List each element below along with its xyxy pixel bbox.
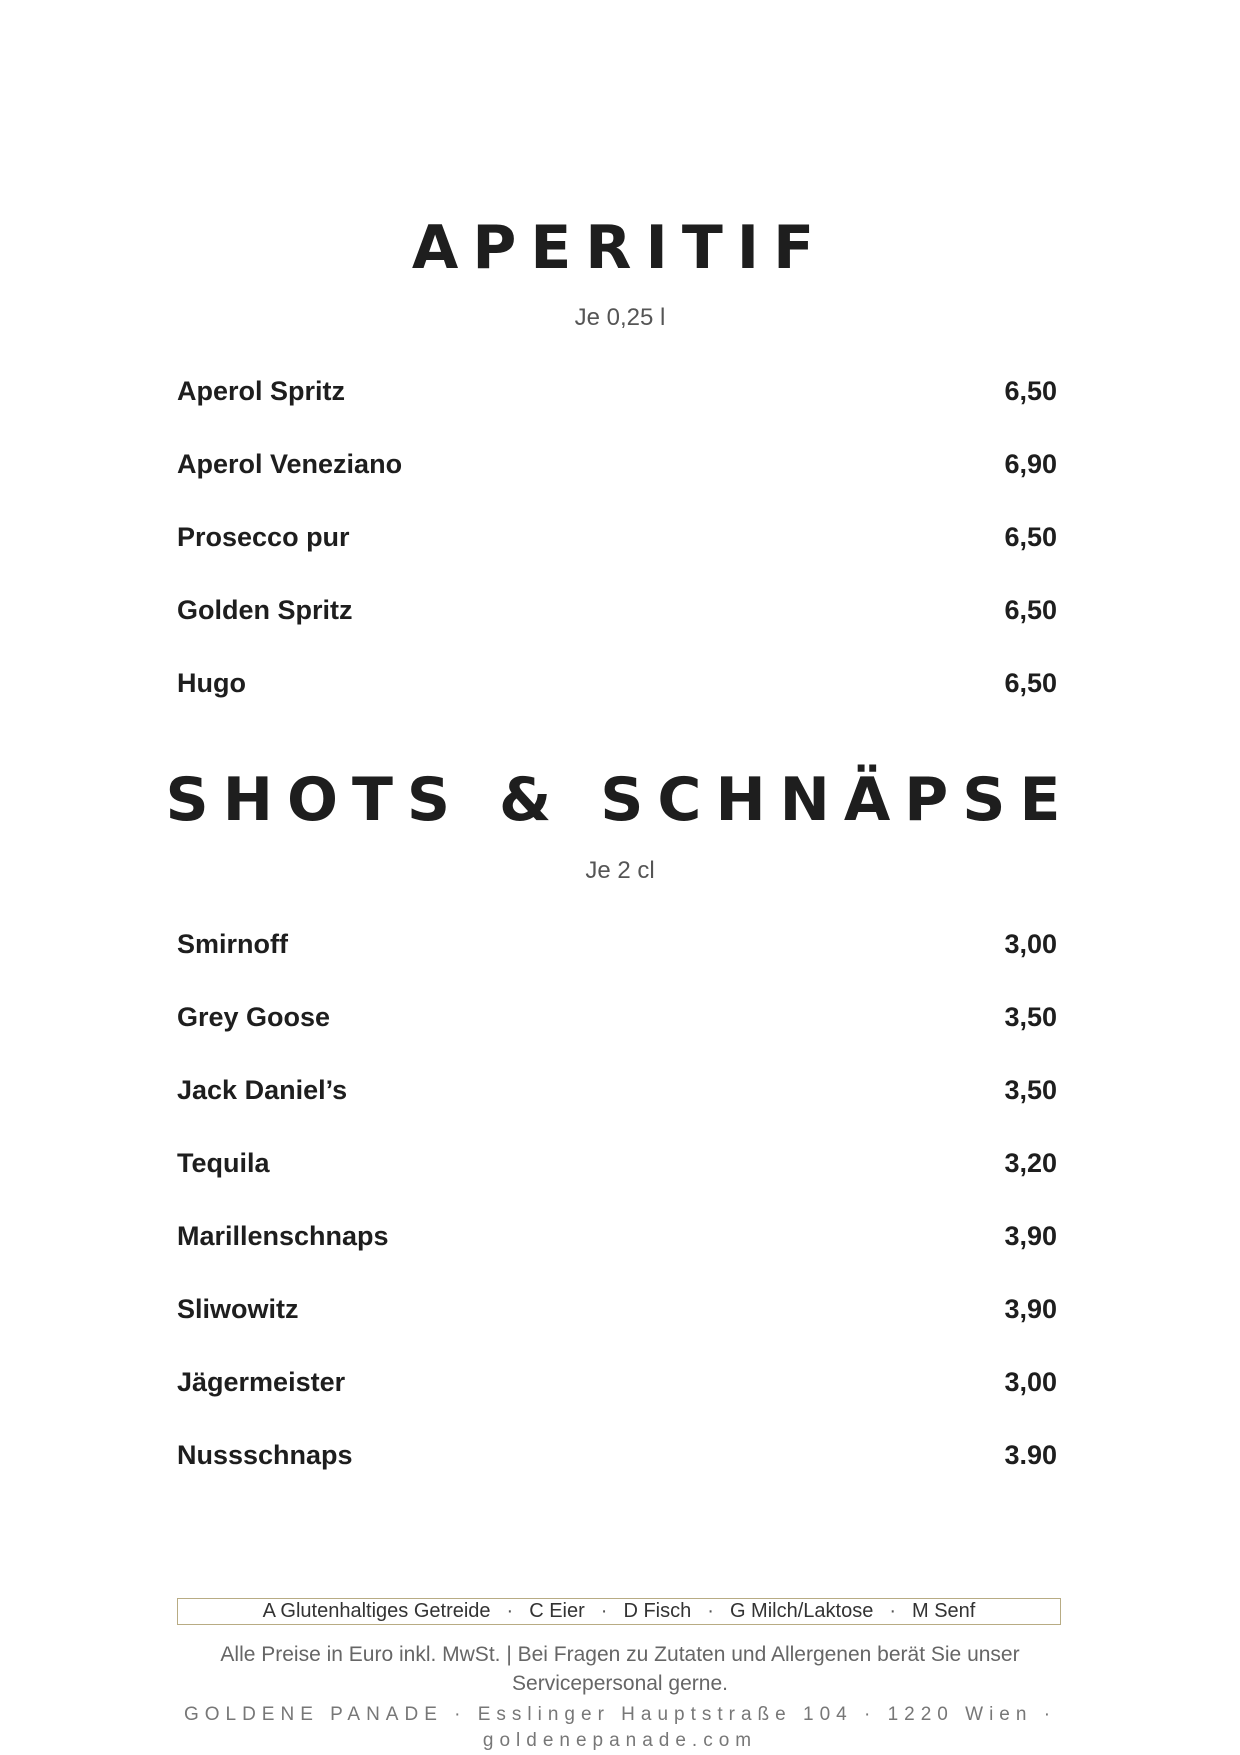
item-name: Jägermeister [177, 1367, 346, 1397]
separator-dot: · [506, 1600, 514, 1622]
item-name: Marillenschnaps [177, 1221, 389, 1251]
item-name: Prosecco pur [177, 522, 350, 552]
menu-item [177, 1440, 1057, 1513]
shots-list [177, 929, 1057, 1513]
item-price: 3.90 [1004, 1440, 1057, 1470]
menu-item [177, 1367, 1057, 1440]
footer-line-1: GOLDENE PANADE · Esslinger Hauptstraße 104 · 1220 Wien · [183, 1704, 1057, 1725]
item-name: Grey Goose [177, 1002, 331, 1032]
menu-item [177, 449, 1057, 522]
allergen-a: A Glutenhaltiges Getreide [262, 1600, 491, 1622]
separator-dot: · [600, 1600, 608, 1622]
item-name: Nussschnaps [177, 1440, 353, 1470]
item-price: 6,50 [1004, 595, 1057, 625]
item-price: 3,20 [1004, 1148, 1057, 1178]
item-name: Smirnoff [177, 929, 288, 959]
item-price: 3,00 [1004, 1367, 1057, 1397]
footer-website: goldenepanade.com [482, 1730, 758, 1751]
shots-title: SHOTS & SCHNÄPSE [165, 765, 1075, 835]
separator-dot: · [889, 1600, 896, 1622]
allergen-legend [177, 1598, 1061, 1625]
menu-item [177, 929, 1057, 1002]
item-price: 6,90 [1004, 449, 1057, 479]
item-price: 6,50 [1004, 668, 1057, 698]
item-price: 6,50 [1004, 522, 1057, 552]
separator-dot: · [707, 1600, 714, 1622]
item-price: 3,90 [1004, 1294, 1057, 1324]
item-name: Sliwowitz [177, 1294, 299, 1324]
allergen-d: D Fisch [623, 1600, 692, 1622]
menu-item [177, 1294, 1057, 1367]
item-price: 3,50 [1004, 1002, 1057, 1032]
aperitif-title: APERITIF [411, 213, 829, 283]
menu-item [177, 376, 1057, 449]
item-price: 3,50 [1004, 1075, 1057, 1105]
menu-item [177, 522, 1057, 595]
price-note [0, 1640, 1240, 1698]
item-price: 3,90 [1004, 1221, 1057, 1251]
aperitif-list [177, 376, 1057, 741]
price-note-line-2: Servicepersonal gerne. [512, 1672, 728, 1695]
price-note-line-1: Alle Preise in Euro inkl. MwSt. | Bei Fragen zu Zutaten und Allergenen berät Sie unser [220, 1643, 1020, 1666]
item-price: 3,00 [1004, 929, 1057, 959]
menu-item [177, 595, 1057, 668]
menu-item [177, 1221, 1057, 1294]
item-price: 6,50 [1004, 376, 1057, 406]
menu-item [177, 1075, 1057, 1148]
item-name: Tequila [177, 1148, 270, 1178]
item-name: Aperol Veneziano [177, 449, 403, 479]
shots-subtitle: Je 2 cl [585, 857, 655, 884]
menu-item [177, 668, 1057, 741]
item-name: Hugo [177, 668, 246, 698]
item-name: Golden Spritz [177, 595, 353, 625]
footer-address [0, 1702, 1240, 1754]
item-name: Jack Daniel’s [177, 1075, 348, 1105]
menu-item [177, 1002, 1057, 1075]
allergen-c: C Eier [529, 1600, 585, 1622]
allergen-m: M Senf [912, 1600, 976, 1622]
allergen-g: G Milch/Laktose [729, 1600, 874, 1622]
aperitif-subtitle: Je 0,25 l [574, 304, 666, 331]
item-name: Aperol Spritz [177, 376, 346, 406]
menu-item [177, 1148, 1057, 1221]
